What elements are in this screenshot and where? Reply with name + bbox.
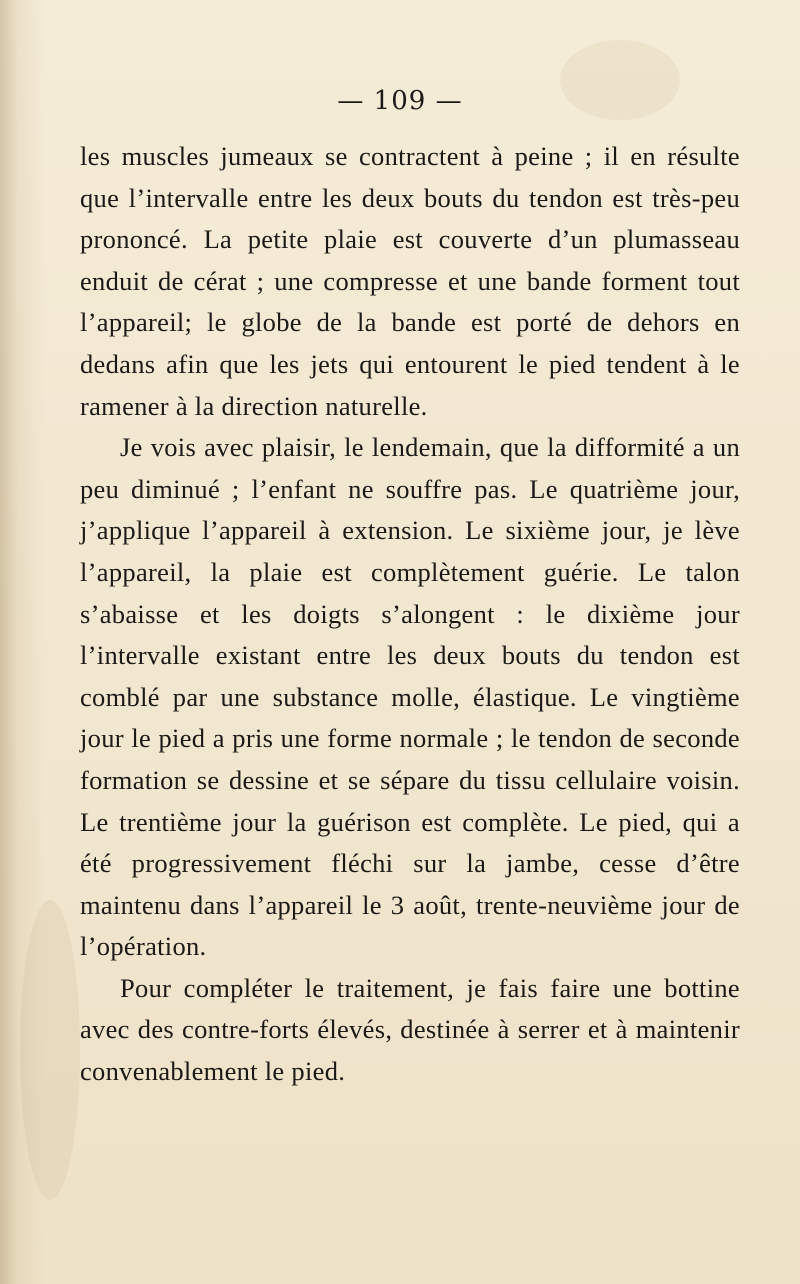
paragraph: Je vois avec plaisir, le lendemain, que la difformité a un peu diminué ; l’enfant ne souffre pas. Le quatrième jour, j’applique l’appareil à extension. Le sixième jour, je lève l’appareil, la plaie est complètement guérie. Le talon s’abaisse et les doigts s’alongent : le dixième jour l’intervalle existant entre les deux bouts du tendon est comblé par une substance molle, élastique. Le vingtième jour le pied a pris une forme normale ; le tendon de seconde formation se dessine et se sépare du tissu cellulaire voisin. Le trentième jour la guérison est complète. Le pied, qui a été progressivement fléchi sur la jambe, cesse d’être maintenu dans l’appareil le 3 août, trente-neuvième jour de l’opération. (80, 432, 740, 962)
page-number: — 109 — (337, 86, 463, 116)
paragraph: les muscles jumeaux se contractent à peine ; il en résulte que l’intervalle entre les deux bouts du tendon est très-peu prononcé. La petite plaie est couverte d’un plumasseau enduit de cérat ; une compresse et une bande forment tout l’appareil; le globe de la bande est porté de dehors en dedans afin que les jets qui entourent le pied tendent à le ramener à la direction naturelle. (80, 141, 740, 421)
body-text (80, 136, 740, 1093)
paper-stain (20, 900, 80, 1200)
paragraph: Pour compléter le traitement, je fais faire une bottine avec des contre-forts élevés, destinée à serrer et à maintenir convenablement le pied. (80, 972, 740, 1087)
